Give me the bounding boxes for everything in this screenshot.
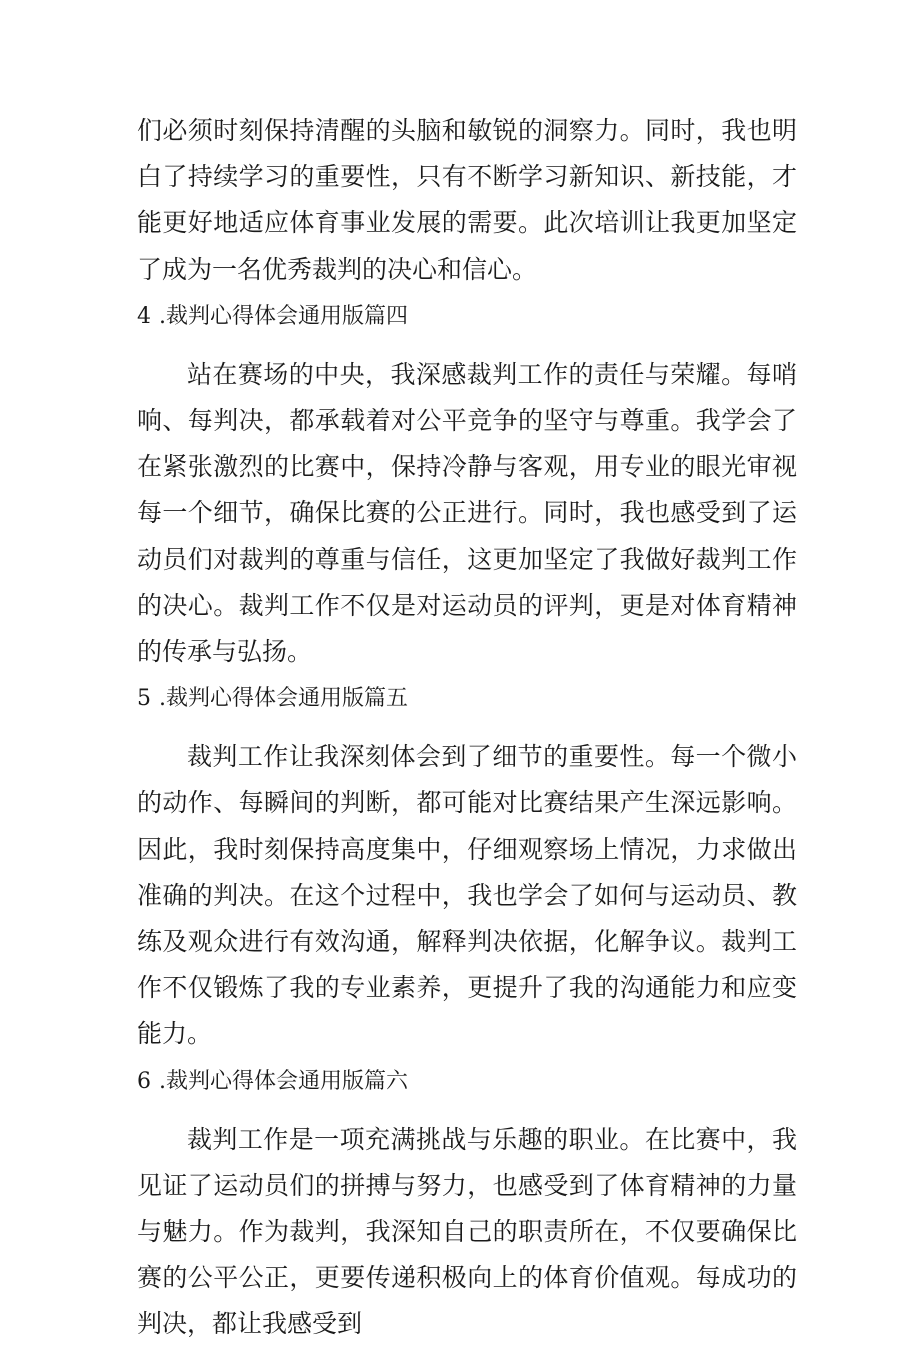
section-heading-5 <box>137 676 797 722</box>
paragraph-intro: 们必须时刻保持清醒的头脑和敏锐的洞察力。同时，我也明白了持续学习的重要性，只有不断学习新知识、新技能，才能更好地适应体育事业发展的需要。此次培训让我更加坚定了成为一名优秀裁判的决心和信心。 <box>137 116 797 284</box>
paragraph-section-4: 站在赛场的中央，我深感裁判工作的责任与荣耀。每哨响、每判决，都承载着对公平竞争的坚守与尊重。我学会了在紧张激烈的比赛中，保持冷静与客观，用专业的眼光审视每一个细节，确保比赛的公正进行。同时，我也感受到了运动员们对裁判的尊重与信任，这更加坚定了我做好裁判工作的决心。裁判工作不仅是对运动员的评判，更是对体育精神的传承与弘扬。 <box>137 359 797 667</box>
section-number: 4 <box>137 303 151 329</box>
document-body <box>137 108 797 1348</box>
section-number: 6 <box>137 1068 151 1094</box>
paragraph-section-6: 裁判工作是一项充满挑战与乐趣的职业。在比赛中，我见证了运动员们的拼搏与努力，也感受到了体育精神的力量与魅力。作为裁判，我深知自己的职责所在，不仅要确保比赛的公平公正，更要传递积极向上的体育价值观。每成功的判决，都让我感受到 <box>137 1124 797 1339</box>
section-heading-4 <box>137 294 797 340</box>
paragraph-section-5: 裁判工作让我深刻体会到了细节的重要性。每一个微小的动作、每瞬间的判断，都可能对比赛结果产生深远影响。因此，我时刻保持高度集中，仔细观察场上情况，力求做出准确的判决。在这个过程中，我也学会了如何与运动员、教练及观众进行有效沟通，解释判决依据，化解争议。裁判工作不仅锻炼了我的专业素养，更提升了我的沟通能力和应变能力。 <box>137 742 797 1049</box>
section-title: .裁判心得体会通用版篇四 <box>159 303 408 329</box>
section-heading-6 <box>137 1059 797 1105</box>
section-number: 5 <box>137 686 151 712</box>
section-title: .裁判心得体会通用版篇五 <box>159 686 408 712</box>
section-title: .裁判心得体会通用版篇六 <box>159 1068 408 1094</box>
